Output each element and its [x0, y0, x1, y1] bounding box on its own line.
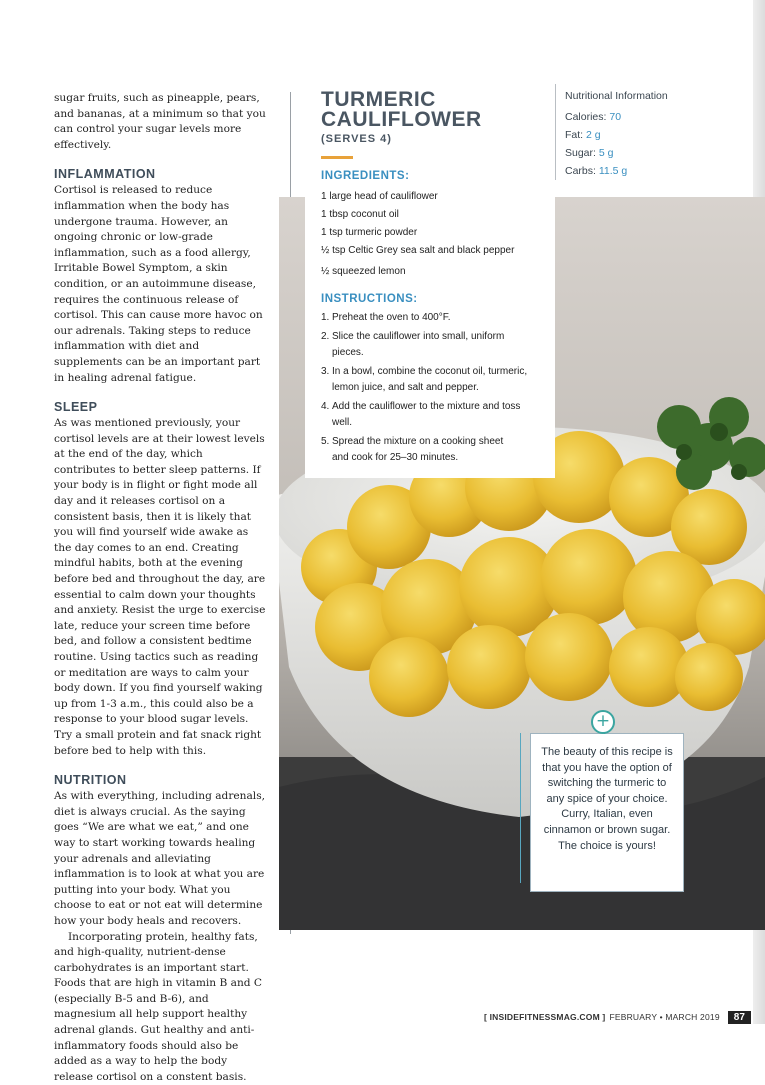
instruction-step	[321, 329, 511, 362]
instructions-heading: INSTRUCTIONS:	[321, 293, 418, 305]
nutrition-value: 5 g	[599, 147, 614, 159]
page-footer	[484, 1008, 751, 1026]
step-number: 4.	[321, 399, 332, 432]
ingredient-item: ½ squeezed lemon	[321, 263, 551, 281]
ingredient-item: 1 tbsp coconut oil	[321, 206, 551, 224]
plus-icon: +	[591, 710, 615, 734]
article-intro: sugar fruits, such as pineapple, pears, and bananas, at a minimum so that you can control your sugar levels more effectively.	[54, 91, 266, 153]
tip-text: The beauty of this recipe is that you have the option of switching the turmeric to any spice of your choice. Curry, Italian, even cinnamon or brown sugar. The choice is yours!	[539, 745, 675, 854]
nutrition-fat	[565, 126, 755, 144]
nutrition-title: Nutritional Information	[565, 88, 755, 108]
nutrition-sugar	[565, 144, 755, 162]
nutrition-label: Fat:	[565, 129, 583, 141]
page-number: 87	[728, 1011, 751, 1024]
instruction-step	[321, 434, 521, 467]
nutrition-calories	[565, 108, 755, 126]
recipe-title-line1: TURMERIC	[321, 90, 482, 110]
paragraph-sleep: As was mentioned previously, your cortisol levels are at their lowest levels at the end of the day, which contributes to better sleep patterns. If your body is in flight or fight mode all day and it releases cortisol on a consistent basis, then it is likely that you will find yourself wide awake as the day comes to an end. Creating mindful habits, both at the evening before bed and throughout the day, are essential to calm down your thoughts and anxiety. Resist the urge to exercise late, reduce your screen time before bed, and follow a consistent bedtime routine. Using tactics such as reading or meditation are ways to calm your body down. If you find yourself waking up from 1-3 a.m., this could also be a response to your blood sugar levels. Try a small protein and fat snack right before bed to help with this.	[54, 416, 266, 759]
section-heading-inflammation: INFLAMMATION	[54, 167, 266, 182]
nutrition-value: 11.5 g	[599, 165, 627, 177]
nutrition-carbs	[565, 162, 755, 180]
paragraph-nutrition-2: Incorporating protein, healthy fats, and high-quality, nutrient-dense carbohydrates is an important start. Foods that are high in vitamin B and C (especially B-5 and B-6), and magnesium all help support healthy adrenal glands. Gut healthy and anti-inflammatory foods should also be added as a way to help the body release cortisol on a constent basis.	[54, 930, 266, 1085]
step-text: Preheat the oven to 400°F.	[332, 310, 451, 327]
step-text: Slice the cauliflower into small, uniform pieces.	[332, 329, 511, 362]
step-text: Spread the mixture on a cooking sheet and cook for 25–30 minutes.	[332, 434, 521, 467]
ingredients-heading: INGREDIENTS:	[321, 170, 409, 182]
recipe-title-line2: CAULIFLOWER	[321, 110, 482, 130]
ingredients-list	[321, 188, 551, 281]
nutrition-info	[565, 88, 755, 180]
step-number: 3.	[321, 364, 332, 397]
ingredient-item: 1 large head of cauliflower	[321, 188, 551, 206]
recipe-serves: (SERVES 4)	[321, 133, 392, 145]
instructions-list	[321, 310, 551, 469]
nutrition-divider	[555, 84, 556, 180]
ingredient-item: 1 tsp turmeric powder	[321, 224, 551, 242]
recipe-card	[305, 80, 555, 478]
ingredient-item: ½ tsp Celtic Grey sea salt and black pepper	[321, 242, 551, 260]
nutrition-value: 70	[609, 111, 621, 123]
title-accent-bar	[321, 156, 353, 159]
recipe-title	[321, 90, 482, 130]
instruction-step	[321, 310, 551, 327]
nutrition-label: Calories:	[565, 111, 606, 123]
instruction-step	[321, 364, 545, 397]
step-text: Add the cauliflower to the mixture and toss well.	[332, 399, 521, 432]
footer-date: FEBRUARY • MARCH 2019	[609, 1012, 719, 1022]
section-heading-nutrition: NUTRITION	[54, 773, 266, 788]
instruction-step	[321, 399, 521, 432]
nutrition-label: Sugar:	[565, 147, 596, 159]
footer-site: [ INSIDEFITNESSMAG.COM ]	[484, 1012, 605, 1022]
recipe-tip-callout	[530, 733, 684, 892]
article-column	[54, 91, 266, 1085]
nutrition-value: 2 g	[586, 129, 601, 141]
step-number: 5.	[321, 434, 332, 467]
paragraph-nutrition-1: As with everything, including adrenals, diet is always crucial. As the saying goes “We are what we eat,” and one way to start working towards healing your adrenals and alleviating inflammation is to look at what you are putting into your body. What you choose to eat or not eat will determine how your body heals and recovers.	[54, 789, 266, 929]
step-number: 1.	[321, 310, 332, 327]
step-text: In a bowl, combine the coconut oil, turmeric, lemon juice, and salt and pepper.	[332, 364, 545, 397]
paragraph-inflammation: Cortisol is released to reduce inflammation when the body has undergone trauma. However, an ongoing chronic or low-grade inflammation, such as a food allergy, Irritable Bowel Symptom, a skin condition, or an autoimmune disease, requires the continuous release of cortisol. This can cause more havoc on our adrenals. Taking steps to reduce inflammation with diet and supplements can be an important part in healing adrenal fatigue.	[54, 183, 266, 386]
section-heading-sleep: SLEEP	[54, 400, 266, 415]
nutrition-label: Carbs:	[565, 165, 596, 177]
tip-accent-line	[520, 733, 521, 883]
step-number: 2.	[321, 329, 332, 362]
